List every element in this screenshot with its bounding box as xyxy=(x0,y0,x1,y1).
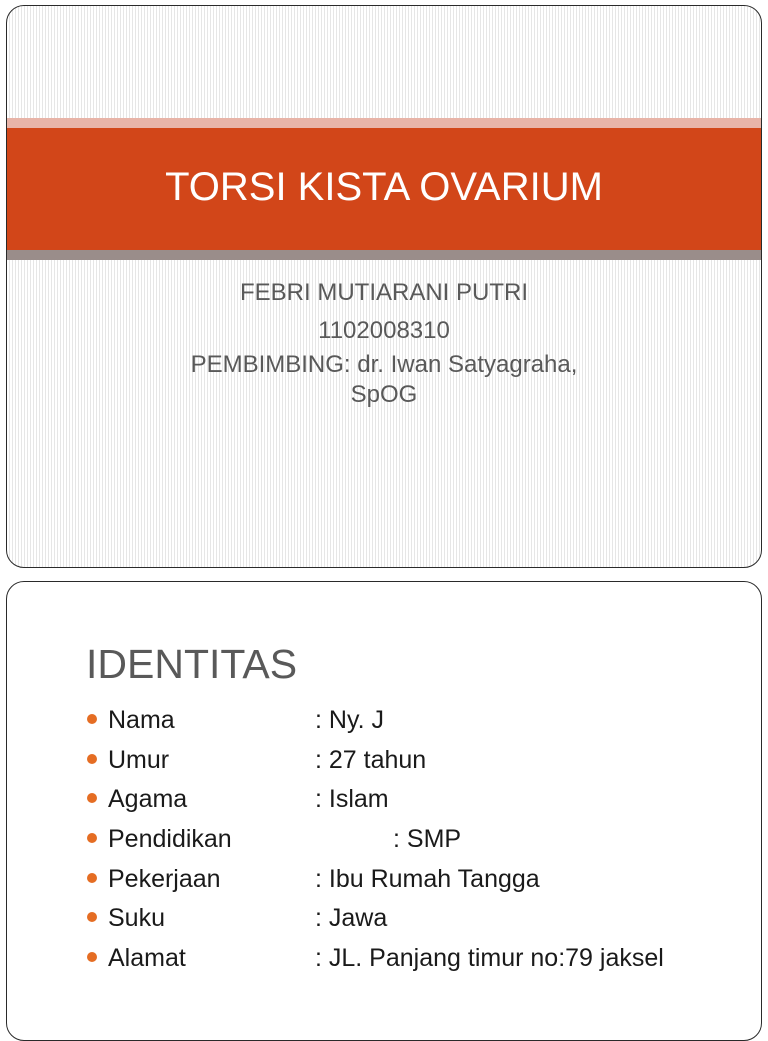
item-value: : 27 tahun xyxy=(315,745,427,774)
item-value: : Jawa xyxy=(315,904,388,933)
author-name: FEBRI MUTIARANI PUTRI xyxy=(239,279,528,306)
item-value: : Ny. J xyxy=(315,706,384,734)
slide-subtitle xyxy=(7,274,761,410)
advisor-line-2: SpOG xyxy=(350,381,418,408)
advisor-line-1: PEMBIMBING: dr. Iwan Satyagraha, xyxy=(190,351,578,378)
identity-heading: IDENTITAS xyxy=(86,641,298,687)
slide-title: TORSI KISTA OVARIUM xyxy=(165,165,603,209)
item-label: Alamat xyxy=(108,944,186,973)
student-id: 1102008310 xyxy=(318,317,450,344)
identity-slide xyxy=(6,581,762,1041)
item-value: : SMP xyxy=(393,825,462,854)
title-band-top-stripe xyxy=(7,118,761,128)
item-label: Pekerjaan xyxy=(108,864,221,893)
bullet-icon xyxy=(87,952,97,962)
item-label: Pendidikan xyxy=(108,825,232,854)
item-value: : Islam xyxy=(315,785,389,814)
bullet-icon xyxy=(87,714,97,724)
item-label: Umur xyxy=(108,745,170,774)
title-band-bottom-stripe xyxy=(7,250,761,260)
item-label: Suku xyxy=(108,904,165,933)
bullet-icon xyxy=(87,873,97,883)
bullet-icon xyxy=(87,912,97,922)
bullet-icon xyxy=(87,833,97,843)
item-label: Agama xyxy=(108,785,188,814)
title-slide xyxy=(6,5,762,568)
item-value: : Ibu Rumah Tangga xyxy=(315,864,540,893)
bullet-icon xyxy=(87,793,97,803)
item-value: : JL. Panjang timur no:79 jaksel xyxy=(315,944,664,973)
item-label: Nama xyxy=(108,706,175,734)
bullet-icon xyxy=(87,754,97,764)
